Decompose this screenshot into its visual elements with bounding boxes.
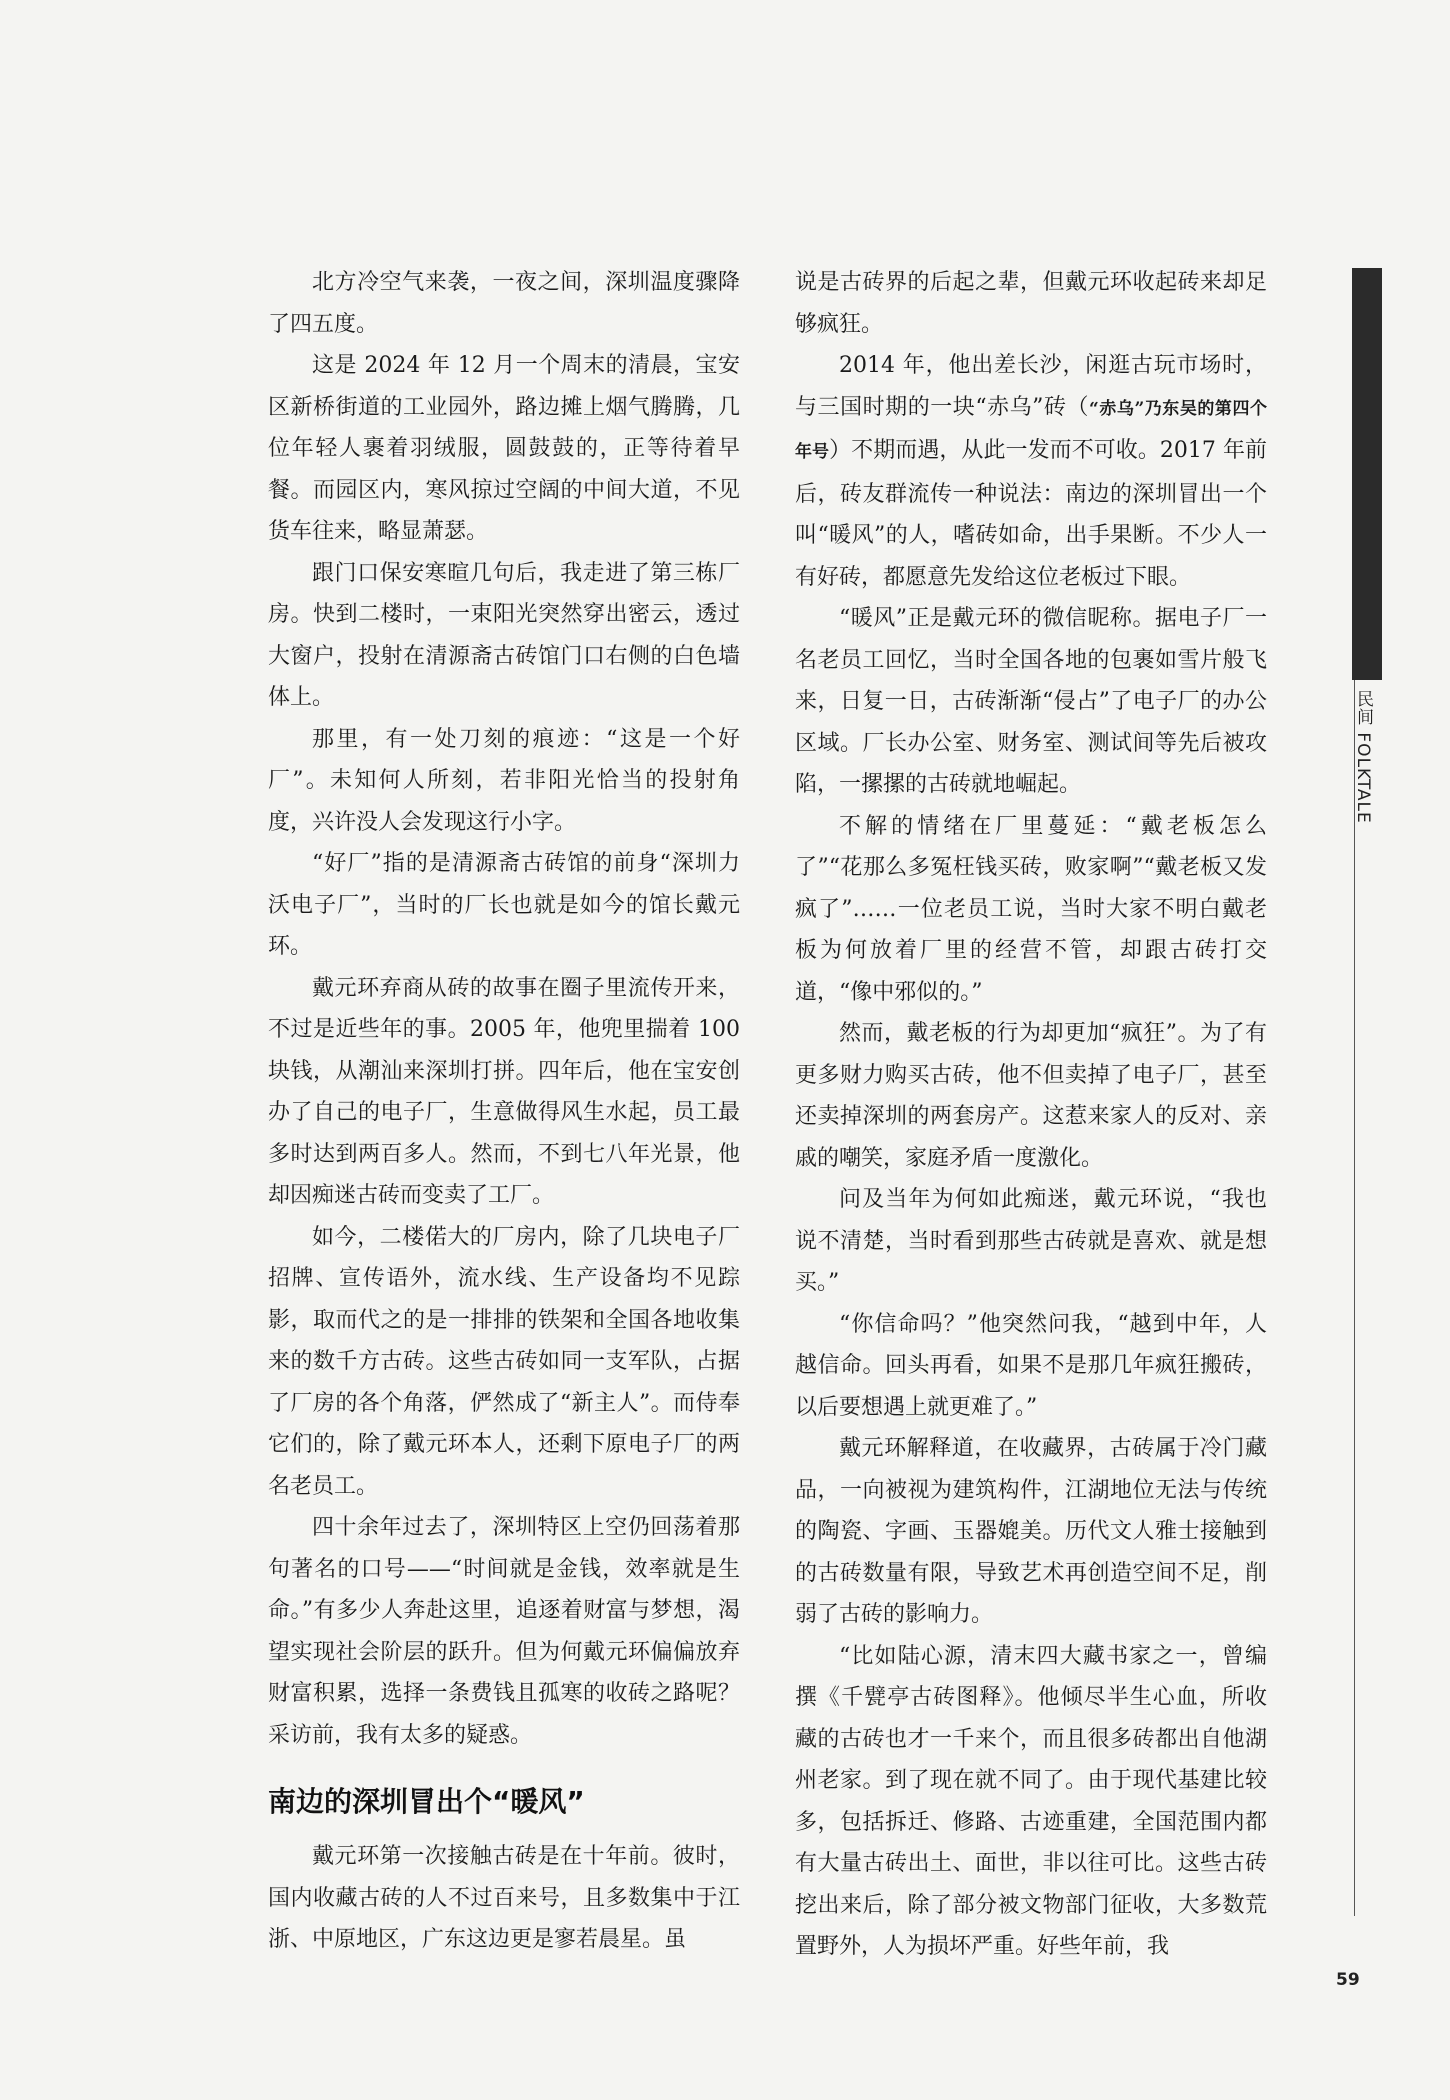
section-label: 民间 FOLKTALE [1353, 690, 1373, 824]
inline-note: “赤乌”乃东吴的第四个年号 [795, 398, 1267, 462]
section-heading: 南边的深圳冒出个“暖风” [268, 1785, 585, 1818]
paragraph: 然而，戴老板的行为却更加“疯狂”。为了有更多财力购买古砖，他不但卖掉了电子厂，甚至还卖掉深圳的两套房产。这惹来家人的反对、亲戚的嘲笑，家庭矛盾一度激化。 [795, 1021, 1267, 1171]
paragraph-continued: 说是古砖界的后起之辈，但戴元环收起砖来却足够疯狂。 [795, 270, 1267, 337]
paragraph: 这是 2024 年 12 月一个周末的清晨，宝安区新桥街道的工业园外，路边摊上烟气腾腾，几位年轻人裹着羽绒服，圆鼓鼓的，正等待着早餐。而园区内，寒风掠过空阔的中间大道，不见货车往来，略显萧瑟。 [268, 353, 740, 544]
paragraph: “好厂”指的是清源斋古砖馆的前身“深圳力沃电子厂”，当时的厂长也就是如今的馆长戴元环。 [268, 851, 740, 959]
article-column-left [268, 262, 740, 1961]
paragraph: 戴元环解释道，在收藏界，古砖属于冷门藏品，一向被视为建筑构件，江湖地位无法与传统的陶瓷、字画、玉器媲美。历代文人雅士接触到的古砖数量有限，导致艺术再创造空间不足，削弱了古砖的影响力。 [795, 1436, 1267, 1627]
paragraph: 戴元环弃商从砖的故事在圈子里流传开来，不过是近些年的事。2005 年，他兜里揣着 100 块钱，从潮汕来深圳打拼。四年后，他在宝安创办了自己的电子厂，生意做得风生水起，员工最多时达到两百多人。然而，不到七八年光景，他却因痴迷古砖而变卖了工厂。 [268, 975, 740, 1208]
paragraph [795, 345, 1267, 598]
paragraph: 不解的情绪在厂里蔓延：“戴老板怎么了”“花那么多冤枉钱买砖，败家啊”“戴老板又发疯了”……一位老员工说，当时大家不明白戴老板为何放着厂里的经营不管，却跟古砖打交道，“像中邪似的。” [795, 813, 1267, 1005]
article-column-right [795, 262, 1267, 1968]
paragraph: “你信命吗？”他突然问我，“越到中年，人越信命。回头再看，如果不是那几年疯狂搬砖，以后要想遇上就更难了。” [795, 1311, 1267, 1420]
paragraph: 那里，有一处刀刻的痕迹：“这是一个好厂”。未知何人所刻，若非阳光恰当的投射角度，兴许没人会发现这行小字。 [268, 726, 740, 835]
paragraph: 跟门口保安寒暄几句后，我走进了第三栋厂房。快到二楼时，一束阳光突然穿出密云，透过大窗户，投射在清源斋古砖馆门口右侧的白色墙体上。 [268, 560, 740, 710]
paragraph: 如今，二楼偌大的厂房内，除了几块电子厂招牌、宣传语外，流水线、生产设备均不见踪影，取而代之的是一排排的铁架和全国各地收集来的数千方古砖。这些古砖如同一支军队，占据了厂房的各个角落，俨然成了“新主人”。而侍奉它们的，除了戴元环本人，还剩下原电子厂的两名老员工。 [268, 1224, 740, 1499]
paragraph: 北方冷空气来袭，一夜之间，深圳温度骤降了四五度。 [268, 270, 740, 337]
section-tab-bar [1352, 268, 1382, 680]
paragraph: “比如陆心源，清末四大藏书家之一，曾编撰《千甓亭古砖图释》。他倾尽半生心血，所收藏的古砖也才一千来个，而且很多砖都出自他湖州老家。到了现在就不同了。由于现代基建比较多，包括拆迁、修路、古迹重建，全国范围内都有大量古砖出土、面世，非以往可比。这些古砖挖出来后，除了部分被文物部门征收，大多数荒置野外，人为损坏严重。好些年前，我 [795, 1643, 1267, 1959]
paragraph-text: ）不期而遇，从此一发而不可收。2017 年前后，砖友群流传一种说法：南边的深圳冒出一个叫“暖风”的人，嗜砖如命，出手果断。不少人一有好砖，都愿意先发给这位老板过下眼。 [795, 438, 1268, 590]
paragraph: “暖风”正是戴元环的微信昵称。据电子厂一名老员工回忆，当时全国各地的包裹如雪片般飞来，日复一日，古砖渐渐“侵占”了电子厂的办公区域。厂长办公室、财务室、测试间等先后被攻陷，一摞摞的古砖就地崛起。 [795, 606, 1267, 797]
page-number: 59 [1336, 1970, 1360, 1990]
margin-rule [1354, 680, 1355, 1916]
paragraph: 戴元环第一次接触古砖是在十年前。彼时，国内收藏古砖的人不过百来号，且多数集中于江浙、中原地区，广东这边更是寥若晨星。虽 [268, 1844, 740, 1952]
paragraph: 问及当年为何如此痴迷，戴元环说，“我也说不清楚，当时看到那些古砖就是喜欢、就是想买。” [795, 1187, 1267, 1295]
paragraph-text: 2014 年，他出差长沙，闲逛古玩市场时，与三国时期的一块“赤乌”砖（ [795, 353, 1267, 420]
paragraph: 四十余年过去了，深圳特区上空仍回荡着那句著名的口号——“时间就是金钱，效率就是生命。”有多少人奔赴这里，追逐着财富与梦想，渴望实现社会阶层的跃升。但为何戴元环偏偏放弃财富积累，选择一条费钱且孤寒的收砖之路呢？采访前，我有太多的疑惑。 [268, 1515, 740, 1748]
